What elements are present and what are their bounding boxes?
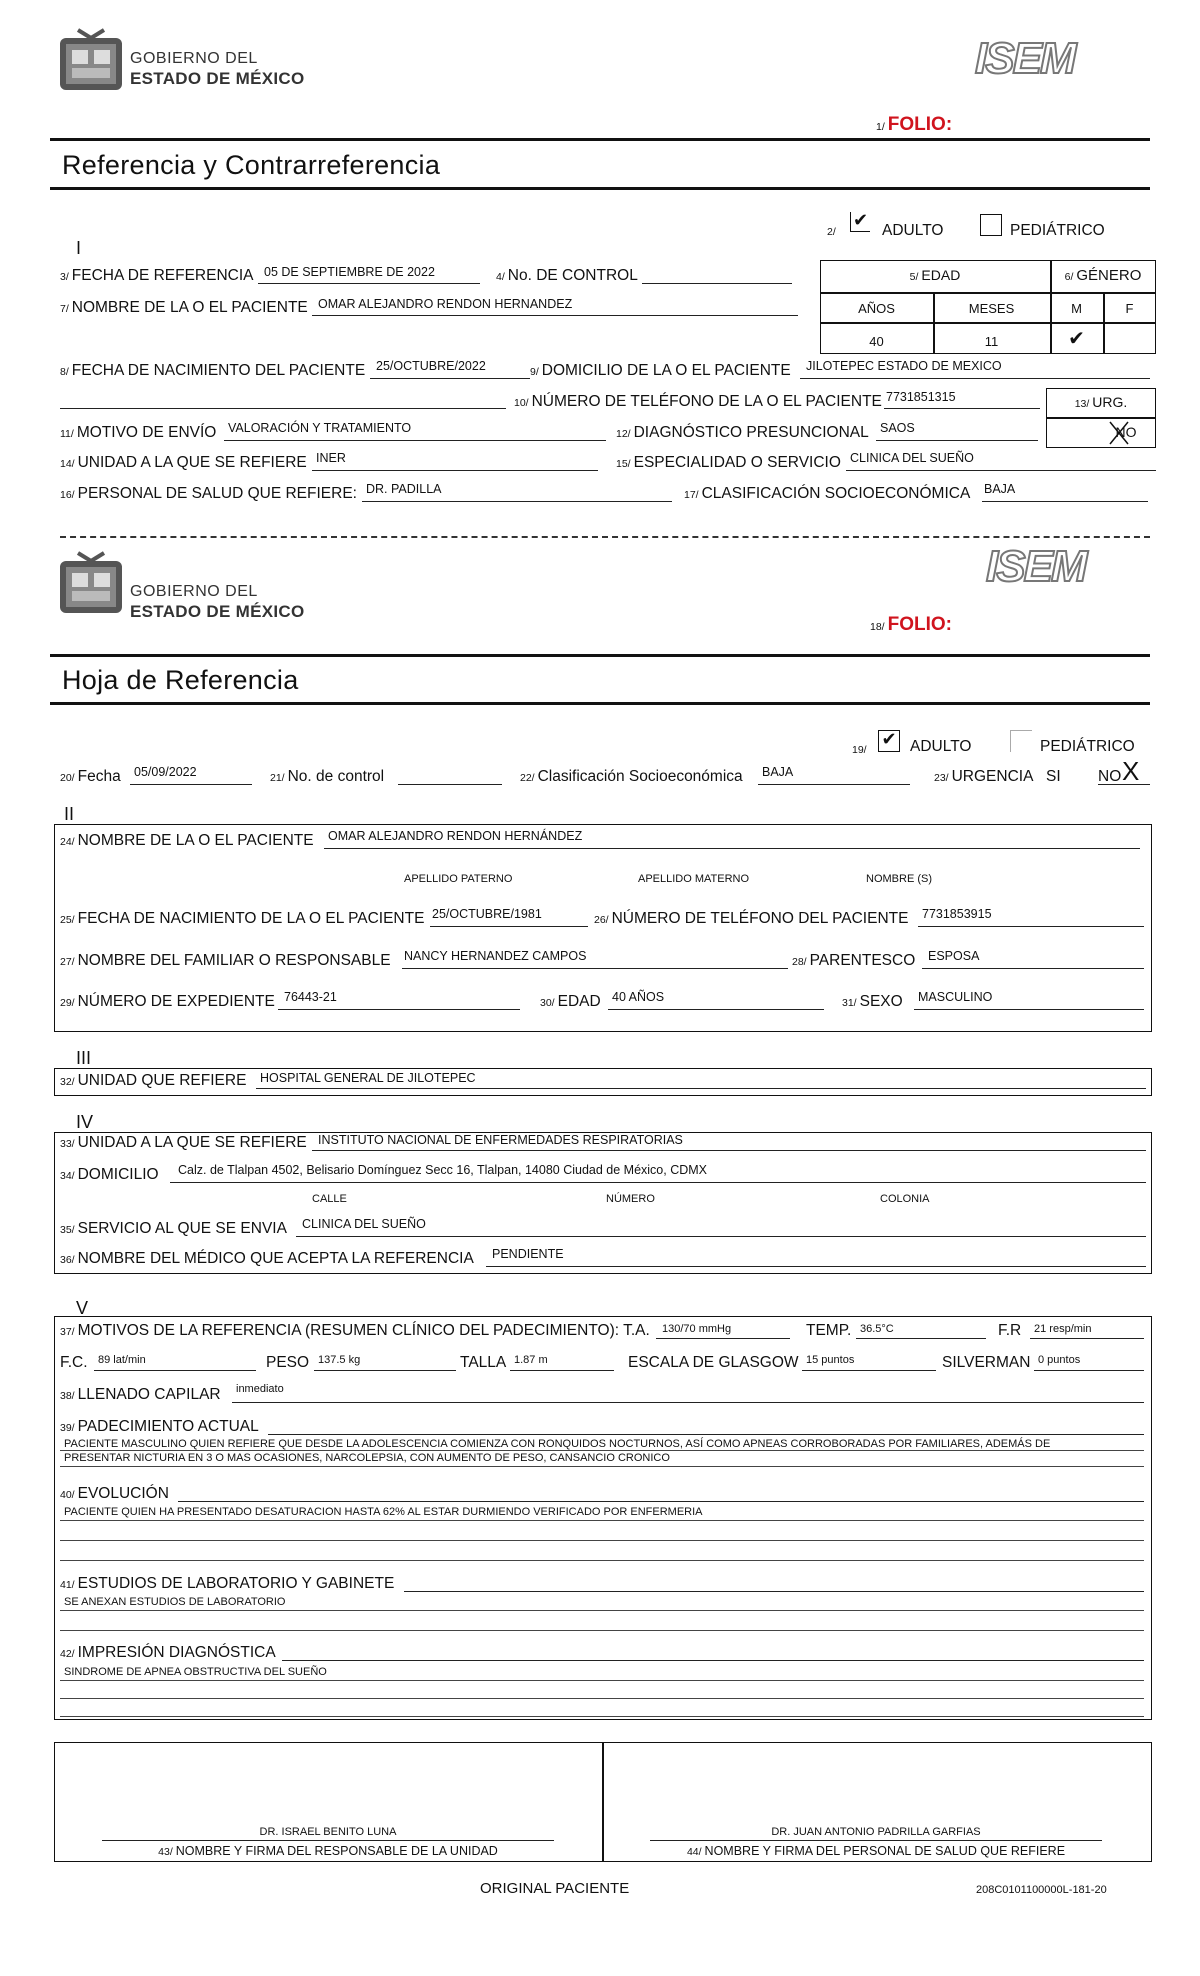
glasgow-value[interactable]: 15 puntos bbox=[806, 1354, 855, 1366]
familiar-value[interactable]: NANCY HERNANDEZ CAMPOS bbox=[404, 949, 587, 963]
clasificacion-field: 17/ CLASIFICACIÓN SOCIOECONÓMICA bbox=[684, 485, 971, 502]
calle-caption: CALLE bbox=[312, 1193, 347, 1205]
m-header: M bbox=[1071, 301, 1082, 316]
unidad-que-refiere-value[interactable]: HOSPITAL GENERAL DE JILOTEPEC bbox=[260, 1071, 476, 1085]
hoja-nacimiento-value[interactable]: 25/OCTUBRE/1981 bbox=[432, 907, 542, 921]
expediente-value[interactable]: 76443-21 bbox=[284, 990, 337, 1004]
page-title-1: Referencia y Contrarreferencia bbox=[62, 150, 441, 180]
especialidad-value[interactable]: CLINICA DEL SUEÑO bbox=[850, 451, 974, 465]
meses-header: MESES bbox=[968, 301, 1015, 316]
temp-label: TEMP. bbox=[806, 1322, 852, 1339]
responsable-caption: 43/ NOMBRE Y FIRMA DEL RESPONSABLE DE LA UNIDAD bbox=[158, 1844, 498, 1858]
urg-cross-icon bbox=[1108, 420, 1130, 446]
coat-of-arms-icon bbox=[58, 28, 124, 94]
familiar-field: 27/ NOMBRE DEL FAMILIAR O RESPONSABLE bbox=[60, 952, 391, 969]
peso-label: PESO bbox=[266, 1354, 310, 1371]
medico-value[interactable]: PENDIENTE bbox=[492, 1247, 564, 1261]
edad-header: 5/ EDAD bbox=[909, 267, 961, 283]
adulto-label: ADULTO bbox=[882, 222, 944, 239]
estudios-field: 41/ ESTUDIOS DE LABORATORIO Y GABINETE bbox=[60, 1575, 395, 1592]
medico-field: 36/ NOMBRE DEL MÉDICO QUE ACEPTA LA REFERENCIA bbox=[60, 1250, 474, 1267]
urg-header: 13/ URG. bbox=[1074, 394, 1128, 410]
anios-value[interactable]: 40 bbox=[869, 334, 884, 349]
motivos-field: 37/ MOTIVOS DE LA REFERENCIA (RESUMEN CLÍNICO DEL PADECIMIENTO): T.A. bbox=[60, 1322, 650, 1339]
f-check[interactable] bbox=[1103, 326, 1156, 348]
silverman-label: SILVERMAN bbox=[942, 1354, 1031, 1371]
capilar-field: 38/ LLENADO CAPILAR bbox=[60, 1386, 221, 1403]
fecha-referencia-value[interactable]: 05 DE SEPTIEMBRE DE 2022 bbox=[264, 265, 435, 279]
hoja-fecha-value[interactable]: 05/09/2022 bbox=[134, 765, 197, 779]
gobierno-text bbox=[130, 49, 305, 89]
unidad-destino-field: 33/ UNIDAD A LA QUE SE REFIERE bbox=[60, 1134, 307, 1151]
hoja-edad-value[interactable]: 40 AÑOS bbox=[612, 990, 665, 1004]
servicio-field: 35/ SERVICIO AL QUE SE ENVIA bbox=[60, 1220, 287, 1237]
original-paciente: ORIGINAL PACIENTE bbox=[480, 1880, 630, 1897]
hoja-edad-field: 30/ EDAD bbox=[540, 993, 601, 1010]
hoja-nombre-value[interactable]: OMAR ALEJANDRO RENDON HERNÁNDEZ bbox=[328, 829, 583, 843]
cut-line bbox=[60, 536, 1150, 538]
unidad-refiere-value[interactable]: INER bbox=[316, 451, 346, 465]
personal-caption: 44/ NOMBRE Y FIRMA DEL PERSONAL DE SALUD QUE REFIERE bbox=[686, 1844, 1066, 1858]
section-v: V bbox=[76, 1298, 89, 1318]
section-i: I bbox=[76, 238, 82, 258]
hoja-domicilio-value[interactable]: Calz. de Tlalpan 4502, Belisario Domínguez Secc 16, Tlalpan, 14080 Ciudad de México, CDMX bbox=[178, 1163, 707, 1177]
colonia-caption: COLONIA bbox=[880, 1193, 930, 1205]
title-rule-2 bbox=[50, 702, 1150, 705]
unidad-que-refiere-field: 32/ UNIDAD QUE REFIERE bbox=[60, 1072, 247, 1089]
top-rule-2 bbox=[50, 654, 1150, 657]
control-field: 4/ No. DE CONTROL bbox=[496, 267, 638, 284]
page-title-2: Hoja de Referencia bbox=[62, 665, 299, 695]
nacimiento-value[interactable]: 25/OCTUBRE/2022 bbox=[376, 359, 486, 373]
isem-logo-2: ISEM bbox=[986, 542, 1086, 591]
peso-value[interactable]: 137.5 kg bbox=[318, 1354, 361, 1366]
fecha-referencia-field: 3/ FECHA DE REFERENCIA bbox=[60, 267, 254, 284]
nombres-caption: NOMBRE (S) bbox=[866, 873, 932, 885]
silverman-value[interactable]: 0 puntos bbox=[1038, 1354, 1081, 1366]
expediente-field: 29/ NÚMERO DE EXPEDIENTE bbox=[60, 993, 275, 1010]
motivo-envio-value[interactable]: VALORACIÓN Y TRATAMIENTO bbox=[228, 421, 412, 435]
temp-value[interactable]: 36.5°C bbox=[860, 1323, 894, 1335]
diagnostico-field: 12/ DIAGNÓSTICO PRESUNCIONAL bbox=[616, 424, 869, 441]
top-rule bbox=[50, 138, 1150, 141]
section-ii: II bbox=[64, 804, 75, 824]
gob-line2: ESTADO DE MÉXICO bbox=[130, 69, 305, 88]
hoja-control-field: 21/ No. de control bbox=[270, 768, 385, 785]
clasificacion-value[interactable]: BAJA bbox=[984, 482, 1016, 496]
evolucion-value[interactable]: PACIENTE QUIEN HA PRESENTADO DESATURACION HASTA 62% AL ESTAR DURMIENDO VERIFICADO POR ENFERMERIA bbox=[64, 1506, 703, 1518]
pediatrico-checkbox[interactable] bbox=[980, 214, 1002, 236]
hoja-fecha-field: 20/ Fecha bbox=[60, 768, 121, 785]
capilar-value[interactable]: inmediato bbox=[236, 1383, 284, 1395]
coat-of-arms-icon bbox=[58, 550, 124, 618]
section-iii: III bbox=[76, 1048, 92, 1068]
unidad-destino-value[interactable]: INSTITUTO NACIONAL DE ENFERMEDADES RESPIRATORIAS bbox=[318, 1133, 683, 1147]
urg-value[interactable]: NO bbox=[1115, 424, 1137, 440]
telefono-value[interactable]: 7731851315 bbox=[886, 390, 956, 404]
nacimiento-field: 8/ FECHA DE NACIMIENTO DEL PACIENTE bbox=[60, 362, 366, 379]
m-check[interactable]: ✔ bbox=[1068, 328, 1085, 350]
genero-header: 6/ GÉNERO bbox=[1064, 267, 1142, 284]
estado-mexico-logo-2 bbox=[58, 550, 124, 623]
servicio-value[interactable]: CLINICA DEL SUEÑO bbox=[302, 1217, 426, 1231]
parentesco-field: 28/ PARENTESCO bbox=[792, 952, 916, 969]
isem-logo: ISEM bbox=[975, 34, 1075, 83]
motivo-envio-field: 11/ MOTIVO DE ENVÍO bbox=[60, 424, 217, 441]
meses-value[interactable]: 11 bbox=[984, 334, 999, 349]
hoja-clasif-value[interactable]: BAJA bbox=[762, 765, 794, 779]
pediatrico-label: PEDIÁTRICO bbox=[1010, 222, 1105, 239]
ta-value[interactable]: 130/70 mmHg bbox=[662, 1323, 732, 1335]
estado-mexico-logo bbox=[58, 28, 124, 99]
fc-value[interactable]: 89 lat/min bbox=[98, 1354, 146, 1366]
talla-label: TALLA bbox=[460, 1354, 507, 1371]
impresion-field: 42/ IMPRESIÓN DIAGNÓSTICA bbox=[60, 1644, 276, 1661]
responsable-name: DR. ISRAEL BENITO LUNA bbox=[259, 1826, 397, 1838]
hoja-clasif-field: 22/ Clasificación Socioeconómica bbox=[520, 768, 743, 785]
evolucion-field: 40/ EVOLUCIÓN bbox=[60, 1485, 169, 1502]
gobierno-text-2: GOBIERNO DEL ESTADO DE MÉXICO bbox=[130, 583, 305, 621]
parentesco-value[interactable]: ESPOSA bbox=[928, 949, 980, 963]
hoja-pediatrico-checkbox[interactable] bbox=[1010, 730, 1032, 752]
gob-line1: GOBIERNO DEL bbox=[130, 50, 258, 67]
padecimiento-line1[interactable]: PACIENTE MASCULINO QUIEN REFIERE QUE DESDE LA ADOLESCENCIA COMIENZA CON RONQUIDOS NOCTURNOS, ASÍ COMO APNEAS CORROBORADAS POR FAMILIARES, ADEMÁS DE bbox=[64, 1438, 1051, 1450]
domicilio-field: 9/ DOMICILIO DE LA O EL PACIENTE bbox=[530, 362, 791, 379]
urgencia-si[interactable]: SI bbox=[1046, 768, 1061, 785]
anios-header: AÑOS bbox=[858, 301, 895, 316]
sexo-field: 31/ SEXO bbox=[842, 993, 903, 1010]
hoja-adulto-label: ADULTO bbox=[910, 738, 972, 755]
telefono-field: 10/ NÚMERO DE TELÉFONO DE LA O EL PACIENTE bbox=[514, 393, 882, 410]
hoja-control-input[interactable] bbox=[398, 784, 502, 785]
diagnostico-value[interactable]: SAOS bbox=[880, 421, 915, 435]
glasgow-label: ESCALA DE GLASGOW bbox=[628, 1354, 799, 1371]
folio-18: 18/ FOLIO: bbox=[870, 614, 952, 635]
padecimiento-field: 39/ PADECIMIENTO ACTUAL bbox=[60, 1418, 259, 1435]
personal-salud-value[interactable]: DR. PADILLA bbox=[366, 482, 442, 496]
title-rule-1 bbox=[50, 187, 1150, 190]
adulto-checkbox[interactable]: ✔ bbox=[850, 212, 870, 232]
hoja-telefono-value[interactable]: 7731853915 bbox=[922, 907, 992, 921]
folio-1: 1/ FOLIO: bbox=[876, 114, 953, 135]
padecimiento-line2[interactable]: PRESENTAR NICTURIA EN 3 O MAS OCASIONES, NARCOLEPSIA, CON AUMENTO DE PESO, CANSANCIO CRONICO bbox=[64, 1452, 670, 1464]
personal-name: DR. JUAN ANTONIO PADRILLA GARFIAS bbox=[771, 1826, 981, 1838]
apellido-materno-caption: APELLIDO MATERNO bbox=[638, 873, 750, 885]
hoja-telefono-field: 26/ NÚMERO DE TELÉFONO DEL PACIENTE bbox=[594, 910, 909, 927]
fc-label: F.C. bbox=[60, 1354, 88, 1371]
nombre-paciente-value[interactable]: OMAR ALEJANDRO RENDON HERNANDEZ bbox=[318, 297, 573, 311]
sexo-value[interactable]: MASCULINO bbox=[918, 990, 993, 1004]
especialidad-field: 15/ ESPECIALIDAD O SERVICIO bbox=[616, 454, 841, 471]
domicilio-value[interactable]: JILOTEPEC ESTADO DE MEXICO bbox=[806, 359, 1002, 373]
apellido-paterno-caption: APELLIDO PATERNO bbox=[404, 873, 513, 885]
fr-value[interactable]: 21 resp/min bbox=[1034, 1323, 1092, 1335]
hoja-pediatrico-label: PEDIÁTRICO bbox=[1040, 738, 1135, 755]
hoja-nombre-field: 24/ NOMBRE DE LA O EL PACIENTE bbox=[60, 832, 314, 849]
talla-value[interactable]: 1.87 m bbox=[514, 1354, 548, 1366]
impresion-value[interactable]: SINDROME DE APNEA OBSTRUCTIVA DEL SUEÑO bbox=[64, 1666, 327, 1678]
personal-salud-field: 16/ PERSONAL DE SALUD QUE REFIERE: bbox=[60, 485, 357, 502]
fr-label: F.R bbox=[998, 1322, 1022, 1339]
nombre-paciente-field: 7/ NOMBRE DE LA O EL PACIENTE bbox=[60, 299, 308, 316]
f-header: F bbox=[1125, 301, 1134, 316]
estudios-value[interactable]: SE ANEXAN ESTUDIOS DE LABORATORIO bbox=[64, 1596, 286, 1608]
urgencia-no-mark: X bbox=[1122, 756, 1140, 786]
urgencia-no[interactable]: NO bbox=[1098, 768, 1122, 785]
control-input[interactable] bbox=[642, 283, 792, 284]
hoja-nacimiento-field: 25/ FECHA DE NACIMIENTO DE LA O EL PACIENTE bbox=[60, 910, 425, 927]
section-iv: IV bbox=[76, 1112, 94, 1132]
unidad-refiere-field: 14/ UNIDAD A LA QUE SE REFIERE bbox=[60, 454, 307, 471]
numero-caption: NÚMERO bbox=[606, 1193, 655, 1205]
hoja-domicilio-field: 34/ DOMICILIO bbox=[60, 1166, 159, 1183]
form-code: 208C0101100000L-181-20 bbox=[976, 1884, 1107, 1896]
hoja-adulto-checkbox[interactable]: ✔ bbox=[878, 730, 900, 752]
hoja-urgencia-field: 23/ URGENCIA bbox=[934, 768, 1034, 785]
